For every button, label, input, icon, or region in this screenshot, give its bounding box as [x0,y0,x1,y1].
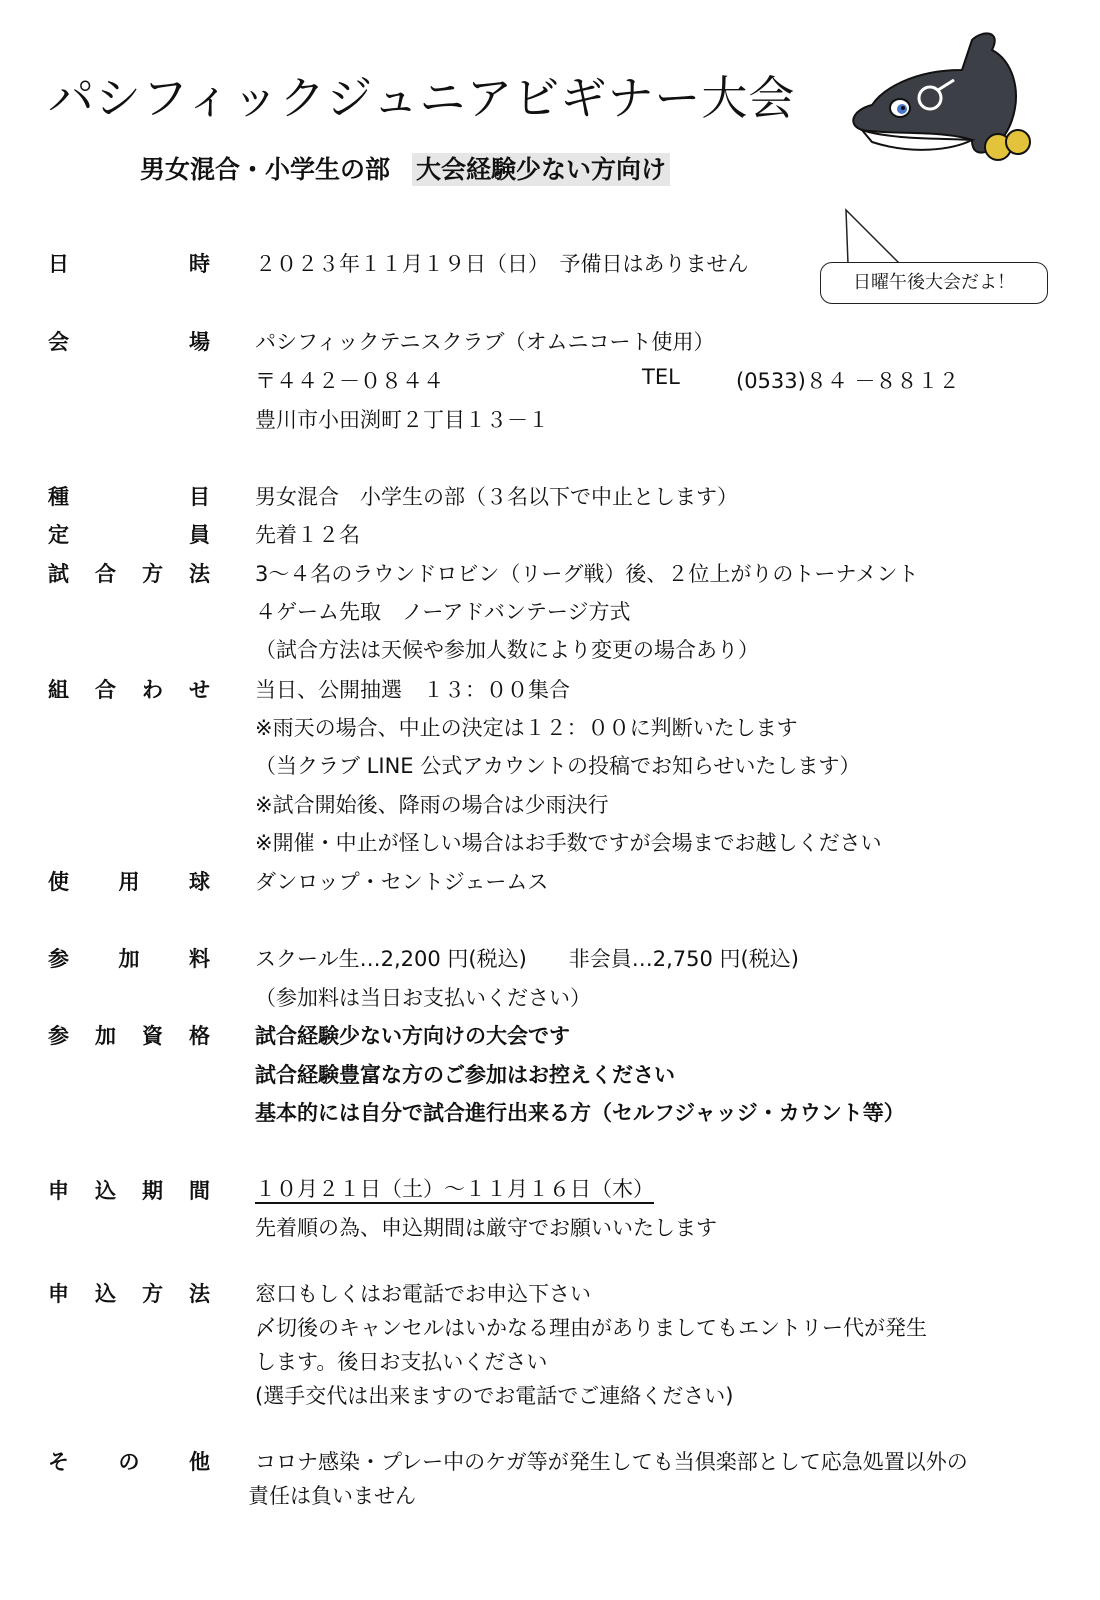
value-draw-line: ※試合開始後、降雨の場合は少雨決行 [255,793,609,817]
value-draw-line: ※開催・中止が怪しい場合はお手数ですが会場までお越しください [255,831,882,855]
label-venue: 会 場 [48,330,210,354]
value-fee-line: （参加料は当日お支払いください） [255,986,591,1010]
label-date: 日 時 [48,252,210,276]
label-fee: 参 加 料 [48,947,210,971]
label-capacity: 定 員 [48,523,210,547]
value-venue-tel-label: TEL [642,365,680,389]
value-period-line [255,1173,654,1203]
value-venue-postal: 〒４４２－０８４４ [255,369,444,393]
subtitle-highlight: 大会経験少ない方向け [412,153,670,186]
value-period-line: 先着順の為、申込期間は厳守でお願いいたします [255,1216,717,1240]
value-draw-line: 当日、公開抽選 １３：００集合 [255,678,570,702]
value-draw-line: ※雨天の場合、中止の決定は１２：００に判断いたします [255,716,798,740]
value-eligibility-line: 試合経験豊富な方のご参加はお控えください [255,1063,675,1087]
value-method-line: 〆切後のキャンセルはいかなる理由がありましてもエントリー代が発生 [255,1316,927,1340]
label-period: 申 込 期 間 [48,1179,210,1203]
value-eligibility-line: 基本的には自分で試合進行出来る方（セルフジャッジ・カウント等） [255,1101,905,1125]
value-format-line: ４ゲーム先取 ノーアドバンテージ方式 [255,600,631,624]
label-draw: 組 合 わ せ [48,678,210,702]
period-dates: １０月２１日（土）～１１月１６日（木） [255,1177,654,1204]
subtitle-main: 男女混合・小学生の部 [140,155,391,184]
value-other-line: コロナ感染・プレー中のケガ等が発生しても当倶楽部として応急処置以外の [255,1450,968,1474]
value-format-line: （試合方法は天候や参加人数により変更の場合あり） [255,638,759,662]
bubble-tail-icon [840,208,920,266]
value-capacity: 先着１２名 [255,523,360,547]
label-eligibility: 参 加 資 格 [48,1024,210,1048]
value-method-line: 窓口もしくはお電話でお申込下さい [255,1282,591,1306]
value-venue-address: 豊川市小田渕町２丁目１３－１ [255,408,549,432]
subtitle [140,150,670,186]
value-other-line: 責任は負いません [248,1484,416,1508]
value-event: 男女混合 小学生の部（３名以下で中止とします） [255,485,738,509]
value-fee-line: スクール生…2,200 円(税込) 非会員…2,750 円(税込) [255,947,799,971]
page-title: パシフィックジュニアビギナー大会 [48,71,796,125]
value-venue-tel: (0533)８４ －８８１２ [736,369,960,393]
orca-mascot-icon [852,30,1032,170]
value-draw-line: （当クラブ LINE 公式アカウントの投稿でお知らせいたします） [255,754,861,778]
value-venue-name: パシフィックテニスクラブ（オムニコート使用） [255,330,715,354]
value-date: ２０２３年１１月１９日（日） 予備日はありません [255,252,749,276]
label-event: 種 目 [48,485,210,509]
value-format-line: 3～４名のラウンドロビン（リーグ戦）後、２位上がりのトーナメント [255,562,919,586]
value-method-line: します。後日お支払いください [255,1350,548,1374]
value-eligibility-line: 試合経験少ない方向けの大会です [255,1024,570,1048]
label-format: 試 合 方 法 [48,562,210,586]
value-ball: ダンロップ・セントジェームス [255,870,549,894]
speech-bubble: 日曜午後大会だよ！ [820,262,1048,304]
label-other: そ の 他 [48,1450,210,1474]
label-method: 申 込 方 法 [48,1282,210,1306]
value-method-line: (選手交代は出来ますのでお電話でご連絡ください) [255,1384,734,1408]
label-ball: 使 用 球 [48,870,210,894]
